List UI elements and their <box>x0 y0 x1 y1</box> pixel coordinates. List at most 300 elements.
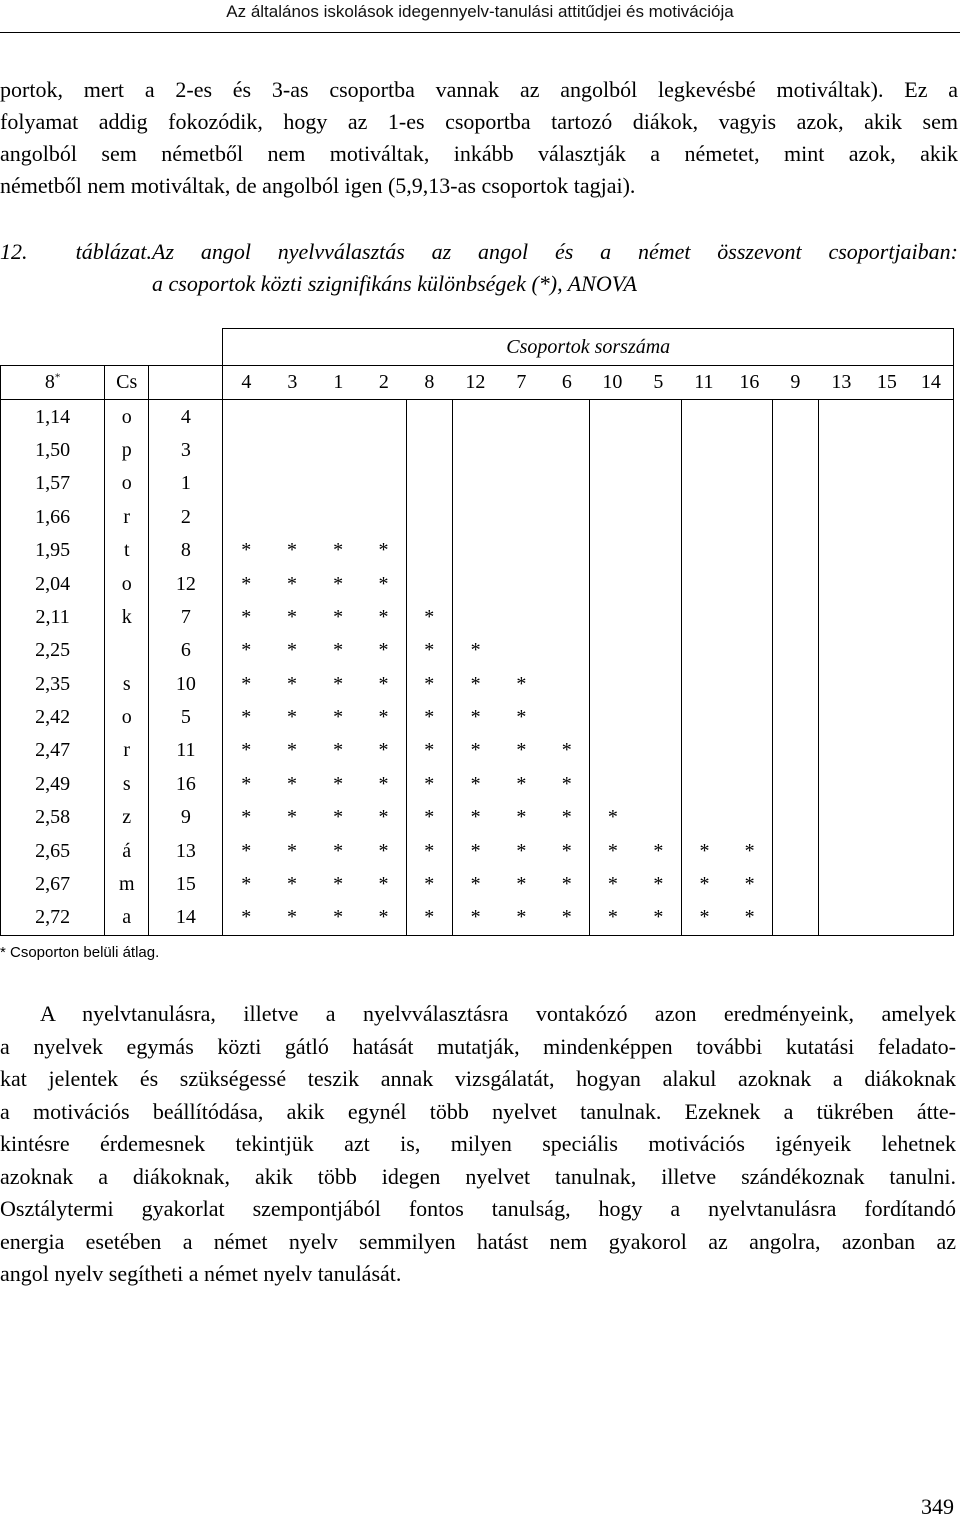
significance-cell <box>636 534 682 567</box>
significance-star: * <box>470 706 481 729</box>
significance-cell <box>865 400 910 434</box>
significance-cell <box>406 901 452 935</box>
significance-cell <box>223 467 269 500</box>
significance-cell <box>315 400 361 434</box>
mean-value: 1,95 <box>1 534 105 567</box>
significance-table <box>0 328 954 936</box>
row-group-number: 1 <box>149 467 223 500</box>
paragraph-2 <box>0 998 956 1291</box>
significance-cell <box>819 834 865 867</box>
significance-cell <box>315 868 361 901</box>
significance-cell <box>498 901 544 935</box>
significance-cell <box>452 868 498 901</box>
row-group-number: 3 <box>149 434 223 467</box>
significance-cell <box>819 768 865 801</box>
significance-cell <box>315 601 361 634</box>
significance-cell <box>773 768 819 801</box>
significance-cell <box>452 567 498 600</box>
significance-cell <box>590 400 636 434</box>
table-caption <box>0 236 958 300</box>
significance-cell <box>636 801 682 834</box>
significance-cell <box>819 901 865 935</box>
significance-cell <box>406 768 452 801</box>
significance-cell <box>544 834 589 867</box>
significance-cell <box>452 601 498 634</box>
significance-star: * <box>516 839 527 862</box>
significance-star: * <box>378 639 389 662</box>
significance-star: * <box>699 906 710 929</box>
significance-cell <box>223 501 269 534</box>
significance-star: * <box>241 772 252 795</box>
column-group-number: 8 <box>424 371 435 394</box>
significance-star: * <box>287 806 298 829</box>
mean-value: 1,50 <box>1 434 105 467</box>
significance-cell <box>269 567 315 600</box>
significance-cell <box>682 534 727 567</box>
significance-star: * <box>378 772 389 795</box>
significance-cell <box>590 768 636 801</box>
significance-star: * <box>241 739 252 762</box>
significance-cell <box>544 501 589 534</box>
significance-cell <box>315 467 361 500</box>
significance-star: * <box>333 605 344 628</box>
significance-cell <box>544 534 589 567</box>
significance-star: * <box>470 806 481 829</box>
significance-cell <box>819 868 865 901</box>
significance-cell <box>590 834 636 867</box>
significance-cell <box>315 901 361 935</box>
significance-cell <box>315 734 361 767</box>
significance-star: * <box>241 672 252 695</box>
table-row <box>1 734 954 767</box>
significance-cell <box>682 400 727 434</box>
significance-star: * <box>424 772 435 795</box>
significance-cell <box>361 501 406 534</box>
column-group-number: 10 <box>602 371 623 394</box>
significance-cell <box>682 701 727 734</box>
significance-cell <box>590 567 636 600</box>
significance-cell <box>269 868 315 901</box>
significance-cell <box>865 901 910 935</box>
significance-cell <box>315 668 361 701</box>
significance-star: * <box>333 873 344 896</box>
row-group-number: 15 <box>149 868 223 901</box>
significance-cell <box>865 668 910 701</box>
column-group-number: 15 <box>876 371 897 394</box>
significance-cell <box>223 434 269 467</box>
significance-cell <box>773 834 819 867</box>
table-row <box>1 901 954 935</box>
paragraph-2-line: kat jelentek és szükségessé teszik annak vizsgálatát, hogyan alakul azoknak a diákoknak <box>0 1066 956 1091</box>
significance-cell <box>590 734 636 767</box>
paragraph-1-line: németből nem motiváltak, de angolból igen (5,9,13-as csoportok tagjai). <box>0 173 636 198</box>
table-column-header-row <box>1 366 954 400</box>
significance-cell <box>910 601 953 634</box>
significance-cell <box>269 400 315 434</box>
significance-star: * <box>378 605 389 628</box>
significance-cell <box>452 734 498 767</box>
significance-cell <box>636 768 682 801</box>
significance-cell <box>315 634 361 667</box>
column-group-number: 12 <box>465 371 486 394</box>
significance-cell <box>636 567 682 600</box>
paragraph-1-line: angolból sem németből nem motiváltak, inkább választják a németet, mint azok, akik <box>0 141 958 166</box>
significance-star: * <box>287 639 298 662</box>
significance-cell <box>406 501 452 534</box>
significance-cell <box>498 467 544 500</box>
mean-header <box>1 366 105 400</box>
significance-cell <box>223 634 269 667</box>
significance-star: * <box>607 873 618 896</box>
column-group-numbers <box>223 366 954 400</box>
table-row <box>1 668 954 701</box>
significance-star: * <box>744 906 755 929</box>
significance-star: * <box>241 873 252 896</box>
significance-cell <box>865 734 910 767</box>
table-row <box>1 567 954 600</box>
significance-star: * <box>333 739 344 762</box>
significance-cell <box>361 567 406 600</box>
significance-cell <box>544 601 589 634</box>
significance-cell <box>361 634 406 667</box>
significance-cell <box>773 901 819 935</box>
significance-cell <box>452 534 498 567</box>
significance-star: * <box>241 639 252 662</box>
significance-star: * <box>653 839 664 862</box>
blank-cell <box>1 329 223 366</box>
group-label-letter: s <box>105 768 149 801</box>
significance-cell <box>865 534 910 567</box>
significance-cell <box>636 501 682 534</box>
row-group-number: 4 <box>149 400 223 434</box>
significance-cell <box>269 434 315 467</box>
significance-cell <box>223 701 269 734</box>
group-label-letter: o <box>105 400 149 434</box>
mean-value: 2,67 <box>1 868 105 901</box>
column-group-number: 16 <box>739 371 760 394</box>
significance-star: * <box>333 906 344 929</box>
significance-star: * <box>424 739 435 762</box>
column-group-number: 2 <box>378 371 389 394</box>
column-group-number: 7 <box>516 371 527 394</box>
significance-cell <box>498 868 544 901</box>
group-label-letter: o <box>105 567 149 600</box>
significance-star: * <box>378 572 389 595</box>
significance-star: * <box>241 572 252 595</box>
significance-star: * <box>241 906 252 929</box>
row-group-number: 2 <box>149 501 223 534</box>
significance-cell <box>773 668 819 701</box>
significance-cell <box>682 601 727 634</box>
row-group-number: 13 <box>149 834 223 867</box>
significance-cell <box>910 768 953 801</box>
mean-value: 1,14 <box>1 400 105 434</box>
significance-star: * <box>516 672 527 695</box>
column-group-number: 3 <box>287 371 298 394</box>
significance-cell <box>819 534 865 567</box>
significance-cell <box>406 534 452 567</box>
significance-cell <box>269 834 315 867</box>
significance-cell <box>819 400 865 434</box>
significance-star: * <box>424 873 435 896</box>
significance-cell <box>223 601 269 634</box>
significance-cell <box>910 901 953 935</box>
significance-cell <box>727 467 773 500</box>
significance-cell <box>544 868 589 901</box>
significance-cell <box>315 834 361 867</box>
row-group-number: 14 <box>149 901 223 935</box>
significance-cell <box>636 634 682 667</box>
significance-cell <box>636 901 682 935</box>
table-caption-line-1 <box>0 236 958 268</box>
group-label-letter: á <box>105 834 149 867</box>
significance-cell <box>590 434 636 467</box>
mean-value: 2,47 <box>1 734 105 767</box>
significance-star: * <box>470 639 481 662</box>
significance-cell <box>773 501 819 534</box>
significance-star: * <box>653 906 664 929</box>
significance-cell <box>315 567 361 600</box>
significance-cell <box>819 467 865 500</box>
significance-star: * <box>470 739 481 762</box>
significance-cell <box>269 668 315 701</box>
table-row <box>1 534 954 567</box>
significance-star: * <box>378 873 389 896</box>
significance-star: * <box>333 672 344 695</box>
significance-star: * <box>333 572 344 595</box>
significance-star: * <box>287 539 298 562</box>
significance-cell <box>315 534 361 567</box>
significance-cell <box>865 834 910 867</box>
significance-cell <box>773 567 819 600</box>
significance-cell <box>773 400 819 434</box>
significance-cell <box>727 400 773 434</box>
significance-cell <box>636 701 682 734</box>
significance-cell <box>682 634 727 667</box>
significance-star: * <box>333 639 344 662</box>
significance-cell <box>727 734 773 767</box>
significance-cell <box>315 434 361 467</box>
group-label-letter: m <box>105 868 149 901</box>
header-rule <box>0 32 960 33</box>
significance-cell <box>910 434 953 467</box>
group-label-letter: z <box>105 801 149 834</box>
significance-star: * <box>287 772 298 795</box>
significance-cell <box>682 434 727 467</box>
significance-cell <box>819 567 865 600</box>
table-row <box>1 434 954 467</box>
significance-cell <box>636 400 682 434</box>
significance-cell <box>223 567 269 600</box>
significance-cell <box>910 634 953 667</box>
significance-cell <box>590 467 636 500</box>
significance-cell <box>361 400 406 434</box>
significance-cell <box>727 868 773 901</box>
significance-cell <box>544 634 589 667</box>
cs-header: Cs <box>105 366 149 400</box>
significance-cell <box>406 668 452 701</box>
significance-cell <box>269 501 315 534</box>
group-label-letter <box>105 634 149 667</box>
mean-header-footnote-mark: * <box>54 371 61 384</box>
significance-cell <box>590 668 636 701</box>
significance-cell <box>498 501 544 534</box>
significance-cell <box>544 467 589 500</box>
significance-cell <box>544 668 589 701</box>
significance-star: * <box>287 605 298 628</box>
significance-cell <box>315 801 361 834</box>
significance-star: * <box>287 706 298 729</box>
significance-cell <box>223 868 269 901</box>
significance-cell <box>682 868 727 901</box>
significance-cell <box>636 868 682 901</box>
significance-star: * <box>516 772 527 795</box>
significance-cell <box>590 501 636 534</box>
significance-cell <box>452 801 498 834</box>
significance-star: * <box>516 806 527 829</box>
significance-cell <box>223 901 269 935</box>
group-label-letter: t <box>105 534 149 567</box>
significance-cell <box>406 701 452 734</box>
significance-cell <box>819 634 865 667</box>
significance-cell <box>865 768 910 801</box>
significance-star: * <box>561 806 572 829</box>
significance-cell <box>865 801 910 834</box>
significance-cell <box>361 434 406 467</box>
significance-cell <box>269 768 315 801</box>
significance-cell <box>406 601 452 634</box>
significance-cell <box>223 768 269 801</box>
significance-star: * <box>561 906 572 929</box>
significance-cell <box>361 901 406 935</box>
row-group-number: 6 <box>149 634 223 667</box>
significance-cell <box>498 400 544 434</box>
significance-cell <box>269 901 315 935</box>
mean-value: 2,04 <box>1 567 105 600</box>
group-label-letter: k <box>105 601 149 634</box>
significance-star: * <box>287 906 298 929</box>
group-label-letter: a <box>105 901 149 935</box>
significance-cell <box>406 734 452 767</box>
significance-cell <box>544 734 589 767</box>
significance-star: * <box>424 706 435 729</box>
significance-cell <box>498 734 544 767</box>
significance-cell <box>452 400 498 434</box>
group-label-letter: r <box>105 734 149 767</box>
significance-star: * <box>378 906 389 929</box>
significance-cell <box>544 567 589 600</box>
significance-cell <box>682 901 727 935</box>
significance-cell <box>498 434 544 467</box>
significance-cell <box>819 668 865 701</box>
significance-cell <box>819 701 865 734</box>
significance-cell <box>315 768 361 801</box>
significance-cell <box>819 601 865 634</box>
significance-cell <box>406 834 452 867</box>
significance-star: * <box>653 873 664 896</box>
significance-star: * <box>470 672 481 695</box>
paragraph-2-line: energia esetében a német nyelv semmilyen hatást nem gyakorol az angolra, azonban az <box>0 1228 956 1254</box>
significance-star: * <box>424 806 435 829</box>
significance-cell <box>406 434 452 467</box>
mean-value: 1,66 <box>1 501 105 534</box>
significance-star: * <box>424 639 435 662</box>
significance-cell <box>910 534 953 567</box>
significance-star: * <box>516 873 527 896</box>
significance-cell <box>452 434 498 467</box>
table-group-header-row <box>1 329 954 366</box>
mean-value: 2,42 <box>1 701 105 734</box>
paragraph-2-line: azoknak a diákoknak, akik több idegen nyelvet tanulnak, illetve szándékoznak tanulni. <box>0 1163 956 1189</box>
significance-cell <box>269 467 315 500</box>
significance-cell <box>269 534 315 567</box>
significance-cell <box>865 567 910 600</box>
significance-cell <box>590 801 636 834</box>
table-row <box>1 501 954 534</box>
mean-value: 2,25 <box>1 634 105 667</box>
significance-cell <box>727 501 773 534</box>
significance-cell <box>498 601 544 634</box>
group-header: Csoportok sorszáma <box>223 329 954 366</box>
table-row <box>1 601 954 634</box>
significance-cell <box>223 534 269 567</box>
significance-cell <box>773 801 819 834</box>
significance-cell <box>406 868 452 901</box>
table-caption-line-2: a csoportok közti szignifikáns különbségek (*), ANOVA <box>152 271 637 296</box>
column-group-number: 13 <box>831 371 852 394</box>
significance-cell <box>544 701 589 734</box>
significance-star: * <box>333 806 344 829</box>
significance-cell <box>315 501 361 534</box>
column-group-number: 1 <box>333 371 344 394</box>
significance-star: * <box>333 839 344 862</box>
significance-cell <box>361 834 406 867</box>
mean-value: 2,58 <box>1 801 105 834</box>
significance-cell <box>682 668 727 701</box>
significance-cell <box>269 601 315 634</box>
significance-cell <box>773 868 819 901</box>
significance-star: * <box>561 839 572 862</box>
significance-cell <box>544 400 589 434</box>
significance-star: * <box>378 706 389 729</box>
significance-cell <box>269 801 315 834</box>
mean-value: 1,57 <box>1 467 105 500</box>
significance-cell <box>727 567 773 600</box>
group-label-letter: o <box>105 467 149 500</box>
significance-star: * <box>470 906 481 929</box>
significance-cell <box>865 434 910 467</box>
significance-cell <box>361 534 406 567</box>
significance-cell <box>727 434 773 467</box>
significance-cell <box>910 467 953 500</box>
significance-cell <box>865 634 910 667</box>
paragraph-2-line: kintésre érdemesnek tekintjük azt is, milyen speciális motivációs igényeik lehetnek <box>0 1131 956 1156</box>
significance-star: * <box>241 605 252 628</box>
row-group-number: 16 <box>149 768 223 801</box>
significance-cell <box>682 567 727 600</box>
significance-cell <box>819 501 865 534</box>
column-group-number: 6 <box>561 371 572 394</box>
significance-cell <box>223 734 269 767</box>
significance-star: * <box>424 672 435 695</box>
significance-cell <box>819 434 865 467</box>
significance-cell <box>727 668 773 701</box>
column-group-number: 11 <box>694 371 714 394</box>
paragraph-2-line: a motivációs beállítódása, akik egynél több nyelvet tanulnak. Ezeknek a tükrében átte- <box>0 1098 956 1124</box>
significance-cell <box>223 400 269 434</box>
paragraph-2-line: Osztálytermi gyakorlat szempontjából fontos tanulság, hogy a nyelvtanulásra fordítandó <box>0 1196 956 1221</box>
significance-star: * <box>607 839 618 862</box>
